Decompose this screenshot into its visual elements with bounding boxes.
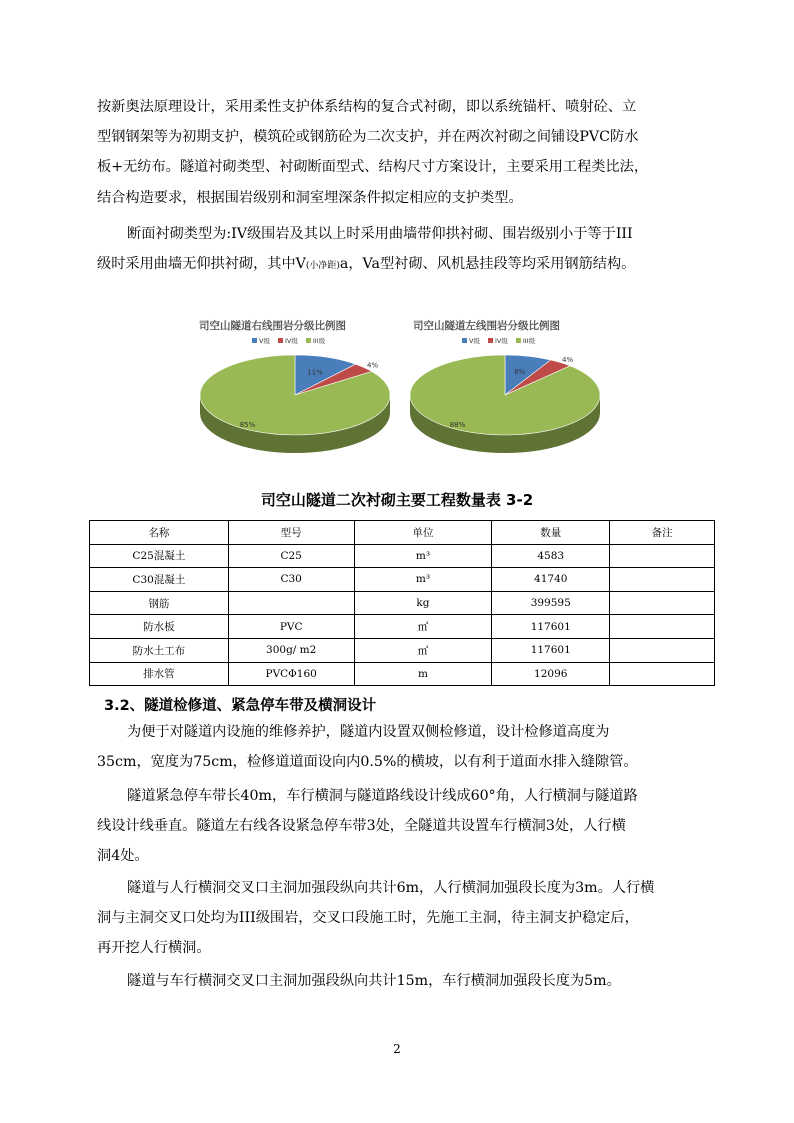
table-cell: PVCΦ160 [228, 662, 354, 686]
table-cell: 4583 [492, 544, 610, 568]
pie-data-label: 8% [514, 367, 526, 376]
subscript-note: (小净距) [305, 261, 340, 272]
pie-data-label: 4% [561, 355, 574, 364]
text-line: 板+无纺布。隧道衬砌类型、衬砌断面型式、结构尺寸方案设计，主要采用工程类比法， [97, 159, 649, 176]
pie-data-label: 88% [449, 420, 466, 429]
lining-paragraph [97, 219, 709, 281]
table-cell [610, 662, 715, 686]
table-cell: m [354, 662, 492, 686]
table-cell: 防水板 [90, 615, 229, 639]
legend-swatch [516, 338, 521, 343]
table-cell: 防水土工布 [90, 638, 229, 662]
legend-label: III级 [522, 337, 536, 345]
header-cell: 名称 [90, 521, 229, 545]
text-line: 洞与主洞交叉口处均为III级围岩，交叉口段施工时，先施工主洞，待主洞支护稳定后， [97, 910, 639, 927]
legend-swatch [278, 338, 283, 343]
table-cell: m³ [354, 544, 492, 568]
table-cell: 排水管 [90, 662, 229, 686]
table-cell: C30 [228, 568, 354, 592]
legend-swatch [306, 338, 311, 343]
table-row [90, 662, 715, 686]
table-cell: C25 [228, 544, 354, 568]
chart-title-right: 司空山隧道右线围岩分级比例图 [199, 320, 346, 332]
header-cell: 型号 [228, 521, 354, 545]
table-cell [610, 544, 715, 568]
table-cell: ㎡ [354, 638, 492, 662]
parking-bay-paragraph [97, 781, 709, 872]
text-line: 隧道紧急停车带长40m，车行横洞与隧道路线设计线成60°角，人行横洞与隧道路 [127, 788, 638, 804]
pedestrian-crossing-paragraph [97, 873, 709, 964]
pie-chart-right [190, 350, 400, 460]
text-line: 线设计线垂直。隧道左右线各设紧急停车带3处，全隧道共设置车行横洞3处，人行横 [97, 818, 626, 835]
intro-paragraph [97, 92, 709, 213]
pie-chart-left [400, 350, 610, 460]
table-row [90, 638, 715, 662]
table-cell [228, 591, 354, 615]
table-cell: 399595 [492, 591, 610, 615]
vehicle-crossing-paragraph [97, 966, 709, 996]
table-cell: 117601 [492, 638, 610, 662]
text-line: 级时采用曲墙无仰拱衬砌，其中V [97, 256, 306, 273]
table-cell: 41740 [492, 568, 610, 592]
text-line: 隧道与人行横洞交叉口主洞加强段纵向共计6m，人行横洞加强段长度为3m。人行横 [127, 880, 655, 896]
table-cell: PVC [228, 615, 354, 639]
chart-legend-left [462, 336, 535, 345]
table-cell: 300g/ m2 [228, 638, 354, 662]
pie-data-label: 4% [367, 361, 379, 370]
table-header-row [90, 521, 715, 545]
text-line: 35cm，宽度为75cm，检修道道面设向内0.5%的横坡，以有利于道面水排入缝隙管。 [97, 754, 638, 771]
header-cell: 单位 [354, 521, 492, 545]
text-line: 型钢钢架等为初期支护，模筑砼或钢筋砼为二次支护，并在两次衬砌之间铺设PVC防水 [97, 129, 639, 146]
table-row [90, 615, 715, 639]
table-cell: ㎡ [354, 615, 492, 639]
legend-swatch [252, 338, 257, 343]
legend-label: V级 [259, 337, 270, 345]
table-row [90, 568, 715, 592]
table-cell [610, 615, 715, 639]
table-row [90, 591, 715, 615]
legend-label: IV级 [284, 337, 298, 345]
text-line: 再开挖人行横洞。 [97, 940, 211, 957]
section-heading: 3.2、隧道检修道、紧急停车带及横洞设计 [104, 698, 377, 714]
table-cell: C30混凝土 [90, 568, 229, 592]
quantity-table [89, 520, 715, 686]
chart-title-left: 司空山隧道左线围岩分级比例图 [413, 320, 560, 332]
table-title: 司空山隧道二次衬砌主要工程数量表 3-2 [260, 491, 534, 509]
pie-data-label: 85% [239, 420, 256, 429]
table-cell: m³ [354, 568, 492, 592]
table-row [90, 544, 715, 568]
header-cell: 数量 [492, 521, 610, 545]
legend-label: III级 [312, 337, 326, 345]
header-cell: 备注 [610, 521, 715, 545]
pie-data-label: 11% [307, 368, 323, 377]
legend-label: V级 [469, 337, 480, 345]
legend-swatch [488, 338, 493, 343]
pie-slice [410, 355, 600, 435]
table-cell: 117601 [492, 615, 610, 639]
table-cell: 钢筋 [90, 591, 229, 615]
maintenance-paragraph [97, 717, 709, 777]
text-line: 按新奥法原理设计，采用柔性支护体系结构的复合式衬砌，即以系统锚杆、喷射砼、立 [97, 99, 637, 115]
table-cell [610, 591, 715, 615]
text-line: 为便于对隧道内设施的维修养护，隧道内设置双侧检修道，设计检修道高度为 [127, 724, 610, 740]
text-line: a，Va型衬砌、风机悬挂段等均采用钢筋结构。 [339, 256, 636, 273]
text-line: 隧道与车行横洞交叉口主洞加强段纵向共计15m，车行横洞加强段长度为5m。 [127, 973, 621, 989]
table-cell: kg [354, 591, 492, 615]
table-cell [610, 568, 715, 592]
legend-swatch [462, 338, 467, 343]
page-number: 2 [393, 1042, 401, 1056]
text-line: 结合构造要求，根据围岩级别和洞室埋深条件拟定相应的支护类型。 [97, 189, 523, 206]
table-cell [610, 638, 715, 662]
text-line: 洞4处。 [97, 848, 149, 865]
chart-legend-right [252, 336, 325, 345]
table-cell: C25混凝土 [90, 544, 229, 568]
table-cell: 12096 [492, 662, 610, 686]
legend-label: IV级 [494, 337, 508, 345]
text-line: 断面衬砌类型为:IV级围岩及其以上时采用曲墙带仰拱衬砌、围岩级别小于等于III [127, 226, 633, 242]
